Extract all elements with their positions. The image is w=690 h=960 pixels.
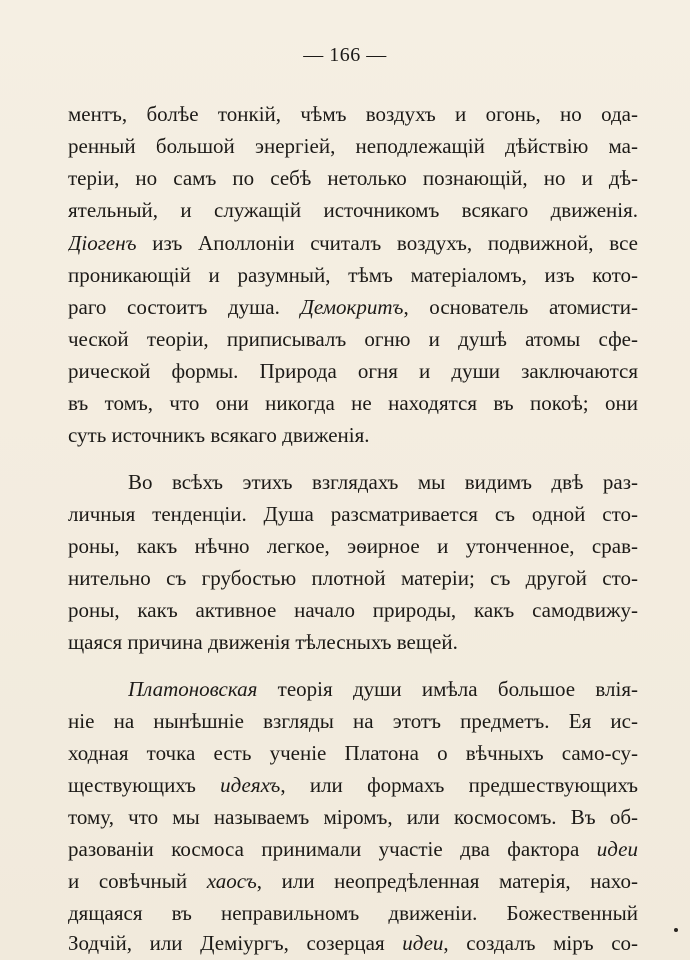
page-number: — 166 — bbox=[303, 44, 387, 66]
text-line: Во всѣхъ этихъ взглядахъ мы видимъ двѣ раз- bbox=[128, 470, 638, 494]
text-line: ходная точка есть ученіе Платона о вѣчныхъ само-су- bbox=[68, 741, 638, 765]
text-line: ческой теоріи, приписывалъ огню и душѣ атомы сфе- bbox=[68, 327, 638, 351]
text-line: разованіи космоса принимали участіе два фактора идеи bbox=[68, 837, 638, 861]
text-line: Зодчій, или Деміургъ, созерцая идеи, создалъ міръ со- bbox=[68, 931, 638, 955]
text-line: въ томъ, что они никогда не находятся въ покоѣ; они bbox=[68, 391, 638, 415]
text-line: проникающій и разумный, тѣмъ матеріаломъ, изъ кото- bbox=[68, 263, 638, 287]
text-line: Діогенъ изъ Аполлоніи считалъ воздухъ, подвижной, все bbox=[68, 231, 638, 255]
text-line: ренный большой энергіей, неподлежащій дѣйствію ма- bbox=[68, 134, 638, 158]
text-line: дящаяся въ неправильномъ движеніи. Божественный bbox=[68, 901, 638, 925]
text-line: ществующихъ идеяхъ, или формахъ предшествующихъ bbox=[68, 773, 638, 797]
text-line: ніе на нынѣшніе взгляды на этотъ предметъ. Ея ис- bbox=[68, 709, 638, 733]
text-line: роны, какъ нѣчно легкое, эѳирное и утонченное, срав- bbox=[68, 534, 638, 558]
text-line: и совѣчный хаосъ, или неопредѣленная матерія, нахо- bbox=[68, 869, 638, 893]
text-line: Платоновская теорія души имѣла большое влія- bbox=[128, 677, 638, 701]
text-line: роны, какъ активное начало природы, какъ самодвижу- bbox=[68, 598, 638, 622]
text-line: раго состоитъ душа. Демокритъ, основатель атомисти- bbox=[68, 295, 638, 319]
text-line: нительно съ грубостью плотной матеріи; съ другой сто- bbox=[68, 566, 638, 590]
text-line: рической формы. Природа огня и души заключаются bbox=[68, 359, 638, 383]
text-line: личныя тенденціи. Душа разсматривается съ одной сто- bbox=[68, 502, 638, 526]
text-line: щаяся причина движенія тѣлесныхъ вещей. bbox=[68, 630, 458, 654]
text-line: теріи, но самъ по себѣ нетолько познающій, но и дѣ- bbox=[68, 166, 638, 190]
ink-dot bbox=[674, 928, 678, 932]
text-line: суть источникъ всякаго движенія. bbox=[68, 423, 370, 447]
text-line: тому, что мы называемъ міромъ, или космосомъ. Въ об- bbox=[68, 805, 638, 829]
text-line: ментъ, болѣе тонкій, чѣмъ воздухъ и огонь, но ода- bbox=[68, 102, 638, 126]
text-line: ятельный, и служащій источникомъ всякаго движенія. bbox=[68, 198, 638, 222]
